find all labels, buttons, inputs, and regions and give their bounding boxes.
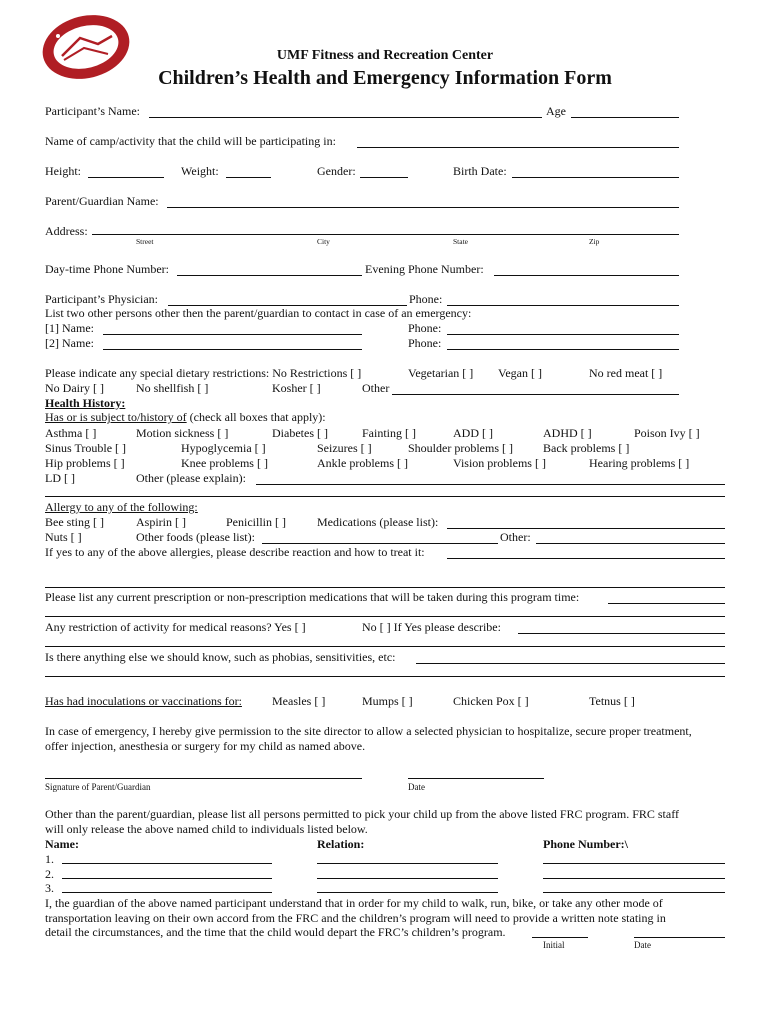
allergy-reaction-label: If yes to any of the above allergies, please describe reaction and how to treat it: [45, 545, 425, 559]
gender-label: Gender: [317, 164, 356, 178]
transport-text-2: transportation leaving on their own accord from the FRC and the children’s program will need to provide a written note stating in [45, 911, 666, 925]
shoulder-problems-checkbox[interactable]: Shoulder problems [ ] [408, 441, 513, 455]
vaccinations-label: Has had inoculations or vaccinations for: [45, 694, 242, 708]
signature-caption: Signature of Parent/Guardian [45, 782, 151, 792]
vision-problems-checkbox[interactable]: Vision problems [ ] [453, 456, 546, 470]
subheading-rest: (check all boxes that apply): [186, 410, 326, 424]
birth-date-field[interactable] [512, 164, 679, 178]
pickup-2-relation-field[interactable] [317, 865, 498, 879]
tetnus-checkbox[interactable]: Tetnus [ ] [589, 694, 635, 708]
prescription-line-2[interactable] [45, 603, 725, 617]
diet-kosher-checkbox[interactable]: Kosher [ ] [272, 381, 321, 395]
participant-name-field[interactable] [149, 104, 542, 118]
allergy-other-field[interactable] [536, 530, 725, 544]
guardian-name-label: Parent/Guardian Name: [45, 194, 159, 208]
medications-label: Medications (please list): [317, 515, 439, 529]
physician-label: Participant’s Physician: [45, 292, 158, 306]
allergy-heading: Allergy to any of the following: [45, 500, 198, 514]
diet-other-label: Other [362, 381, 390, 395]
age-label: Age [546, 104, 566, 118]
medications-field[interactable] [447, 515, 725, 529]
add-checkbox[interactable]: ADD [ ] [453, 426, 493, 440]
adhd-checkbox[interactable]: ADHD [ ] [543, 426, 592, 440]
aspirin-checkbox[interactable]: Aspirin [ ] [136, 515, 186, 529]
diabetes-checkbox[interactable]: Diabetes [ ] [272, 426, 328, 440]
zip-caption: Zip [589, 237, 600, 246]
contact-1-name-field[interactable] [103, 321, 362, 335]
hearing-problems-checkbox[interactable]: Hearing problems [ ] [589, 456, 690, 470]
pickup-3-phone-field[interactable] [543, 879, 725, 893]
diet-no-shellfish-checkbox[interactable]: No shellfish [ ] [136, 381, 209, 395]
pickup-instruction-2: will only release the above named child to individuals listed below. [45, 822, 368, 836]
height-label: Height: [45, 164, 81, 178]
transport-date-caption: Date [634, 940, 651, 950]
diet-no-restrictions-checkbox[interactable]: Please indicate any special dietary restrictions: No Restrictions [ ] [45, 366, 362, 380]
weight-field[interactable] [226, 164, 271, 178]
participant-name-label: Participant’s Name: [45, 104, 140, 118]
transport-initial-caption: Initial [543, 940, 565, 950]
back-problems-checkbox[interactable]: Back problems [ ] [543, 441, 630, 455]
prescription-field[interactable] [608, 590, 725, 604]
mumps-checkbox[interactable]: Mumps [ ] [362, 694, 413, 708]
anything-else-line-2[interactable] [45, 663, 725, 677]
other-explain-line-2[interactable] [45, 483, 725, 497]
contact-2-phone-field[interactable] [447, 336, 679, 350]
camp-label: Name of camp/activity that the child will be participating in: [45, 134, 336, 148]
bee-sting-checkbox[interactable]: Bee sting [ ] [45, 515, 104, 529]
pickup-2-name-field[interactable] [62, 865, 272, 879]
organization-name: UMF Fitness and Recreation Center [276, 48, 494, 63]
evening-phone-label: Evening Phone Number: [365, 262, 484, 276]
consent-text-2: offer injection, anesthesia or surgery for my child as named above. [45, 739, 366, 753]
pickup-3-relation-field[interactable] [317, 879, 498, 893]
contact-2-name-field[interactable] [103, 336, 362, 350]
day-phone-field[interactable] [177, 262, 362, 276]
nuts-checkbox[interactable]: Nuts [ ] [45, 530, 82, 544]
other-explain-label: Other (please explain): [136, 471, 246, 485]
diet-other-field[interactable] [392, 381, 679, 395]
physician-field[interactable] [168, 292, 407, 306]
address-label: Address: [45, 224, 88, 238]
health-history-subheading [45, 410, 326, 424]
city-caption: City [317, 237, 330, 246]
poison-ivy-checkbox[interactable]: Poison Ivy [ ] [634, 426, 700, 440]
transport-date-field[interactable] [634, 924, 725, 938]
hip-problems-checkbox[interactable]: Hip problems [ ] [45, 456, 125, 470]
contact-2-name-label: [2] Name: [45, 336, 94, 350]
anything-else-label: Is there anything else we should know, such as phobias, sensitivities, etc: [45, 650, 396, 664]
pickup-row-3-number: 3. [45, 881, 54, 895]
pickup-instruction-1: Other than the parent/guardian, please list all persons permitted to pick your child up from the above listed FRC program. FRC staff [45, 807, 679, 821]
diet-no-red-meat-checkbox[interactable]: No red meat [ ] [589, 366, 663, 380]
physician-phone-label: Phone: [409, 292, 443, 306]
weight-label: Weight: [181, 164, 219, 178]
motion-sickness-checkbox[interactable]: Motion sickness [ ] [136, 426, 229, 440]
pickup-name-header: Name: [45, 837, 79, 851]
allergy-reaction-line-2[interactable] [45, 574, 725, 588]
signature-field[interactable] [45, 765, 362, 779]
street-caption: Street [136, 237, 154, 246]
pickup-3-name-field[interactable] [62, 879, 272, 893]
day-phone-label: Day-time Phone Number: [45, 262, 169, 276]
gender-field[interactable] [360, 164, 408, 178]
contact-1-phone-field[interactable] [447, 321, 679, 335]
measles-checkbox[interactable]: Measles [ ] [272, 694, 326, 708]
diet-vegan-checkbox[interactable]: Vegan [ ] [498, 366, 542, 380]
consent-text-1: In case of emergency, I hereby give permission to the site director to allow a selected physician to hospitalize, secure proper treatment, [45, 724, 692, 738]
pickup-phone-header: Phone Number:\ [543, 837, 628, 851]
other-foods-field[interactable] [262, 530, 498, 544]
pickup-1-name-field[interactable] [62, 850, 272, 864]
contact-1-name-label: [1] Name: [45, 321, 94, 335]
asthma-checkbox[interactable]: Asthma [ ] [45, 426, 97, 440]
allergy-reaction-field[interactable] [447, 545, 725, 559]
physician-phone-field[interactable] [447, 292, 679, 306]
pickup-relation-header: Relation: [317, 837, 365, 851]
signature-date-caption: Date [408, 782, 425, 792]
restriction-describe-field[interactable] [518, 620, 725, 634]
pickup-row-2-number: 2. [45, 867, 54, 881]
camp-field[interactable] [357, 134, 679, 148]
height-field[interactable] [88, 164, 164, 178]
sinus-trouble-checkbox[interactable]: Sinus Trouble [ ] [45, 441, 127, 455]
diet-no-dairy-checkbox[interactable]: No Dairy [ ] [45, 381, 104, 395]
restriction-line-2[interactable] [45, 633, 725, 647]
knee-problems-checkbox[interactable]: Knee problems [ ] [181, 456, 268, 470]
subheading-underlined: Has or is subject to/history of [45, 410, 187, 424]
fainting-checkbox[interactable]: Fainting [ ] [362, 426, 416, 440]
emergency-contacts-instruction: List two other persons other then the parent/guardian to contact in case of an emergency: [45, 306, 472, 320]
evening-phone-field[interactable] [494, 262, 679, 276]
seizures-checkbox[interactable]: Seizures [ ] [317, 441, 372, 455]
hypoglycemia-checkbox[interactable]: Hypoglycemia [ ] [181, 441, 266, 455]
ankle-problems-checkbox[interactable]: Ankle problems [ ] [317, 456, 408, 470]
birth-date-label: Birth Date: [453, 164, 507, 178]
pickup-2-phone-field[interactable] [543, 865, 725, 879]
address-field[interactable] [92, 221, 679, 235]
pickup-1-relation-field[interactable] [317, 850, 498, 864]
pickup-row-1-number: 1. [45, 852, 54, 866]
umf-logo [40, 14, 132, 80]
restriction-yes-checkbox[interactable]: Any restriction of activity for medical reasons? Yes [ ] [45, 620, 306, 634]
penicillin-checkbox[interactable]: Penicillin [ ] [226, 515, 286, 529]
restriction-no-checkbox[interactable]: No [ ] If Yes please describe: [362, 620, 501, 634]
chicken-pox-checkbox[interactable]: Chicken Pox [ ] [453, 694, 529, 708]
guardian-name-field[interactable] [167, 194, 679, 208]
age-field[interactable] [571, 104, 679, 118]
pickup-1-phone-field[interactable] [543, 850, 725, 864]
form-title: Children’s Health and Emergency Information Form [158, 67, 612, 89]
transport-initial-field[interactable] [532, 924, 588, 938]
ld-checkbox[interactable]: LD [ ] [45, 471, 75, 485]
transport-text-3: detail the circumstances, and the time that the child would depart the FRC’s children’s program. [45, 925, 506, 939]
health-history-heading: Health History: [45, 396, 126, 410]
transport-text-1: I, the guardian of the above named participant understand that in order for my child to walk, run, bike, or take any other mode of [45, 896, 663, 910]
contact-2-phone-label: Phone: [408, 336, 442, 350]
allergy-other-label: Other: [500, 530, 531, 544]
diet-vegetarian-checkbox[interactable]: Vegetarian [ ] [408, 366, 474, 380]
anything-else-field[interactable] [416, 650, 725, 664]
other-foods-label: Other foods (please list): [136, 530, 255, 544]
state-caption: State [453, 237, 468, 246]
contact-1-phone-label: Phone: [408, 321, 442, 335]
prescription-label: Please list any current prescription or non-prescription medications that will be taken during this program time: [45, 590, 580, 604]
signature-date-field[interactable] [408, 765, 544, 779]
